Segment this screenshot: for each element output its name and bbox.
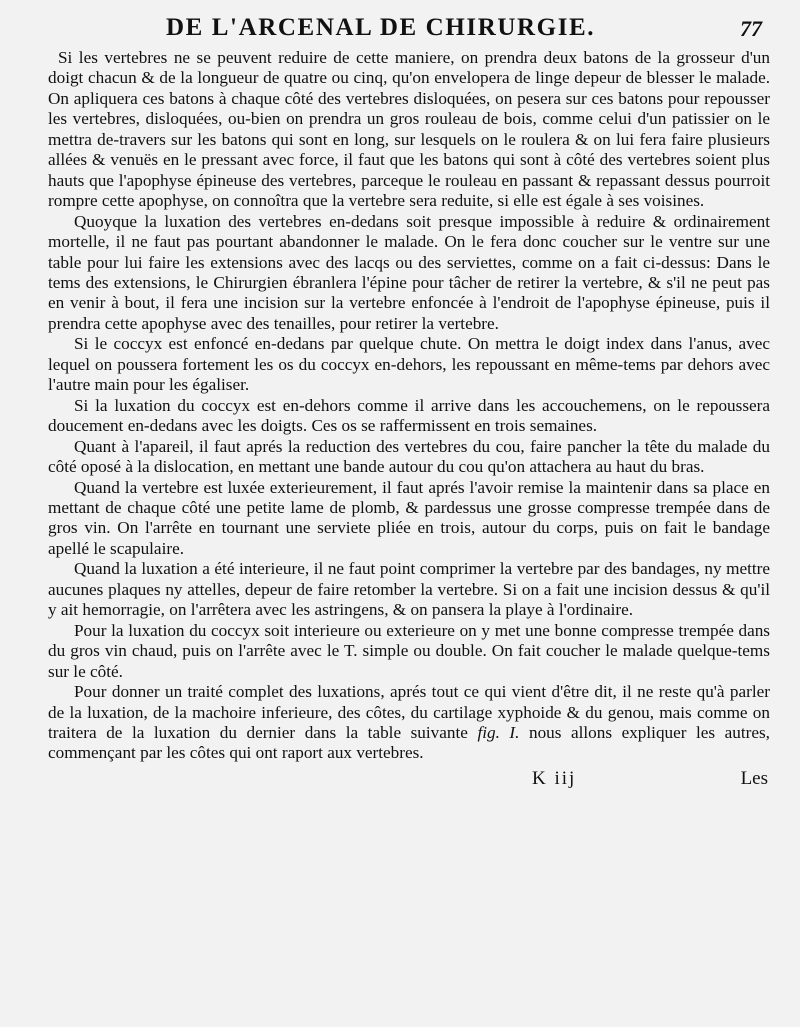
text-run: nous allons expliquer les autres, commençant par les côtes qui ont raport aux vertebres. xyxy=(48,722,770,763)
paragraph: Quand la vertebre est luxée exterieurement, il faut aprés l'avoir remise la maintenir dans sa place en mettant de chaque côté une petite lame de plomb, & pardessus une grosse compresse trempée dans de gros vin. On l'arrête en tournant une serviete pliée en trois, autour du corps, puis on fait le bandage apellé le scapulaire. xyxy=(48,477,770,558)
signature-mark: K iij xyxy=(532,767,577,789)
page-number: 77 xyxy=(740,16,762,41)
paragraph-last xyxy=(48,682,770,764)
running-title: DE L'ARCENAL DE CHIRURGIE. xyxy=(166,14,596,41)
body-text xyxy=(48,48,770,764)
paragraph: Quoyque la luxation des vertebres en-dedans soit presque impossible à reduire & ordinairement mortelle, il ne faut pas pourtant abandonner le malade. On le fera donc coucher sur le ventre sur une table pour lui faire les extensions avec des lacqs ou des serviettes, comme on a fait ci-dessus: Dans le tems des extensions, le Chirurgien ébranlera l'épine pour tâcher de retirer la vertebre, & s'il ne peut pas en venir à bout, il fera une incision sur la vertebre enfoncée à l'endroit de l'apophyse épineuse, puis il prendra cette apophyse avec des tenailles, pour retirer la vertebre. xyxy=(48,211,770,333)
page-header xyxy=(48,14,770,48)
paragraph: Si le coccyx est enfoncé en-dedans par quelque chute. On mettra le doigt index dans l'anus, avec lequel on poussera fortement les os du coccyx en-dehors, les repoussant en même-tems par dehors avec l'autre main pour les égaliser. xyxy=(48,334,770,395)
paragraph: Quant à l'apareil, il faut aprés la reduction des vertebres du cou, faire pancher la tête du malade du côté oposé à la dislocation, en mettant une bande autour du cou qu'on attachera au haut du bras. xyxy=(48,436,770,477)
paragraph: Si les vertebres ne se peuvent reduire de cette maniere, on prendra deux batons de la grosseur d'un doigt chacun & de la longueur de quatre ou cinq, qu'on envelopera de linge depeur de blesser le malade. On apliquera ces batons à chaque côté des vertebres disloquées, on pesera sur ces batons pour repousser les vertebres, disloquées, ou-bien on prendra un gros rouleau de bois, comme celui d'un patissier on le mettra de-travers sur les batons qui sont en long, sur lesquels on le roulera & on lui fera faire plusieurs allées & venuës en le pressant avec force, il faut que les batons qui sont à côté des vertebres soient plus hauts que l'apophyse épineuse des vertebres, parceque le rouleau en passant & repassant dessus pourroit rompre cette apophyse, on connoîtra que la vertebre sera reduite, si elle est égale à ses voisines. xyxy=(48,48,770,211)
paragraph: Pour la luxation du coccyx soit interieure ou exterieure on y met une bonne compresse trempée dans du gros vin chaud, puis on l'arrête avec le T. simple ou double. On fait coucher le malade quelque-tems sur le côté. xyxy=(48,620,770,681)
page-footer xyxy=(48,768,770,798)
figure-reference: fig. I. xyxy=(477,722,520,742)
paragraph: Quand la luxation a été interieure, il ne faut point comprimer la vertebre par des bandages, ny mettre aucunes plaques ny attelles, depeur de faire retomber la vertebre. Si on a fait une incision dessus & qu'il y ait hemorragie, on l'arrêtera avec les astringens, & on pansera la playe à l'ordinaire. xyxy=(48,559,770,620)
paragraph: Si la luxation du coccyx est en-dehors comme il arrive dans les accouchemens, on le repoussera doucement en-dedans avec les doigts. Ces os se raffermissent en trois semaines. xyxy=(48,395,770,436)
text-run: Pour donner un traité complet des luxations, aprés tout ce qui vient d'être dit, il ne reste qu'à parler de la luxation, de la machoire inferieure, des côtes, du cartilage xyphoide & du genou, mais comme on traitera de la luxation du dernier dans la table suivante xyxy=(48,682,770,742)
catchword: Les xyxy=(740,767,768,789)
